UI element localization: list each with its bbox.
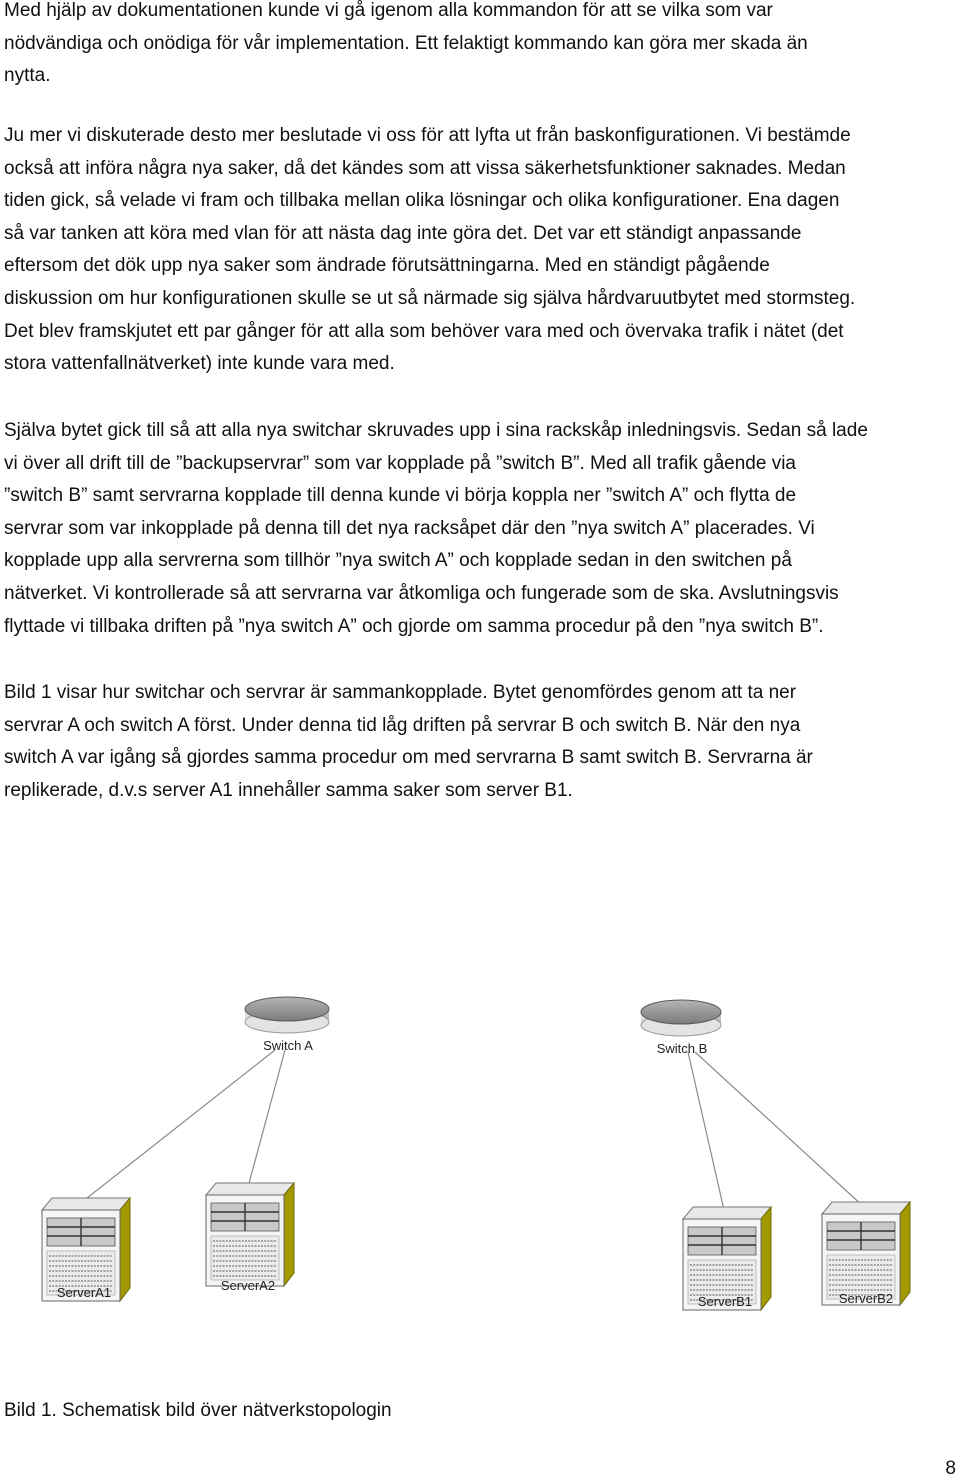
switch-b-icon — [641, 1000, 721, 1036]
paragraph-documentation — [4, 0, 956, 93]
text-line: nödvändiga och onödiga för vår implementation. Ett felaktigt kommando kan göra mer skada än — [4, 32, 808, 54]
text-line: så var tanken att köra med vlan för att nästa dag inte göra det. Det var ett ständigt anpassande — [4, 222, 802, 244]
link-switch-a-server-a2 — [248, 1050, 285, 1187]
text-line: Det blev framskjutet ett par gånger för att alla som behöver vara med och övervaka trafik i nätet (det — [4, 320, 844, 342]
text-line: flyttade vi tillbaka driften på ”nya switch A” och gjorde om samma procedur på den ”nya switch B”. — [4, 615, 824, 637]
server-a1-label: ServerA1 — [56, 1285, 112, 1300]
text-line: Med hjälp av dokumentationen kunde vi gå igenom alla kommandon för att se vilka som var — [4, 0, 773, 21]
server-b1-label: ServerB1 — [697, 1294, 753, 1309]
network-topology-diagram — [0, 985, 960, 1330]
paragraph-figure-description — [4, 677, 956, 807]
text-line: stora vattenfallnätverket) inte kunde vara med. — [4, 353, 395, 375]
text-line: Ju mer vi diskuterade desto mer beslutade vi oss för att lyfta ut från baskonfigurationen. Vi bestämde — [4, 125, 851, 146]
figure-caption: Bild 1. Schematisk bild över nätverkstopologin — [4, 1400, 392, 1421]
text-line: vi över all drift till de ”backupservrar” som var kopplade på ”switch B”. Med all trafik gående via — [4, 452, 796, 474]
switch-a-icon — [245, 997, 329, 1033]
text-line: tiden gick, så velade vi fram och tillbaka mellan olika lösningar och olika konfigurationer. Ena dagen — [4, 190, 840, 212]
paragraph-switch-replacement — [4, 415, 956, 643]
text-line: nytta. — [4, 65, 51, 87]
server-a2-icon — [206, 1183, 294, 1286]
text-line: eftersom det dök upp nya saker som ändrade förutsättningarna. Med en ständigt pågående — [4, 255, 770, 277]
page-number: 8 — [945, 1458, 956, 1479]
text-line: replikerade, d.v.s server A1 innehåller samma saker som server B1. — [4, 779, 573, 801]
link-switch-b-server-b2 — [695, 1052, 864, 1207]
server-b2-icon — [822, 1202, 910, 1305]
switch-b-label: Switch B — [656, 1041, 708, 1056]
text-line: Bild 1 visar hur switchar och servrar är sammankopplade. Bytet genomfördes genom att ta ner — [4, 682, 797, 703]
paragraph-discussion — [4, 120, 956, 381]
switch-a-label: Switch A — [263, 1038, 313, 1053]
text-line: servrar som var inkopplade på denna till det nya racksåpet där den ”nya switch A” placerades. Vi — [4, 517, 815, 539]
server-a2-label: ServerA2 — [220, 1278, 276, 1293]
text-line: Själva bytet gick till så att alla nya switchar skruvades upp i sina rackskåp inledningsvis. Sedan så lade — [4, 420, 868, 441]
server-b2-label: ServerB2 — [838, 1291, 894, 1306]
text-line: switch A var igång så gjordes samma procedur om med servrarna B samt switch B. Servrarna är — [4, 747, 813, 769]
text-line: ”switch B” samt servrarna kopplade till denna kunde vi börja koppla ner ”switch A” och flytta de — [4, 485, 797, 507]
text-line: kopplade upp alla servrerna som tillhör ”nya switch A” och kopplade sedan in den switchen på — [4, 550, 792, 572]
text-line: diskussion om hur konfigurationen skulle se ut så närmade sig själva hårdvaruutbytet med stormsteg. — [4, 287, 856, 309]
text-line: också att införa några nya saker, då det kändes som att vissa säkerhetsfunktioner saknades. Medan — [4, 157, 846, 179]
connection-lines — [82, 1050, 864, 1210]
text-line: nätverket. Vi kontrollerade så att servrarna var åtkomliga och fungerade som de ska. Avslutningsvis — [4, 582, 839, 604]
link-switch-b-server-b1 — [688, 1052, 724, 1210]
text-line: servrar A och switch A först. Under denna tid låg driften på servrar B och switch B. När den nya — [4, 714, 801, 736]
link-switch-a-server-a1 — [82, 1050, 275, 1202]
